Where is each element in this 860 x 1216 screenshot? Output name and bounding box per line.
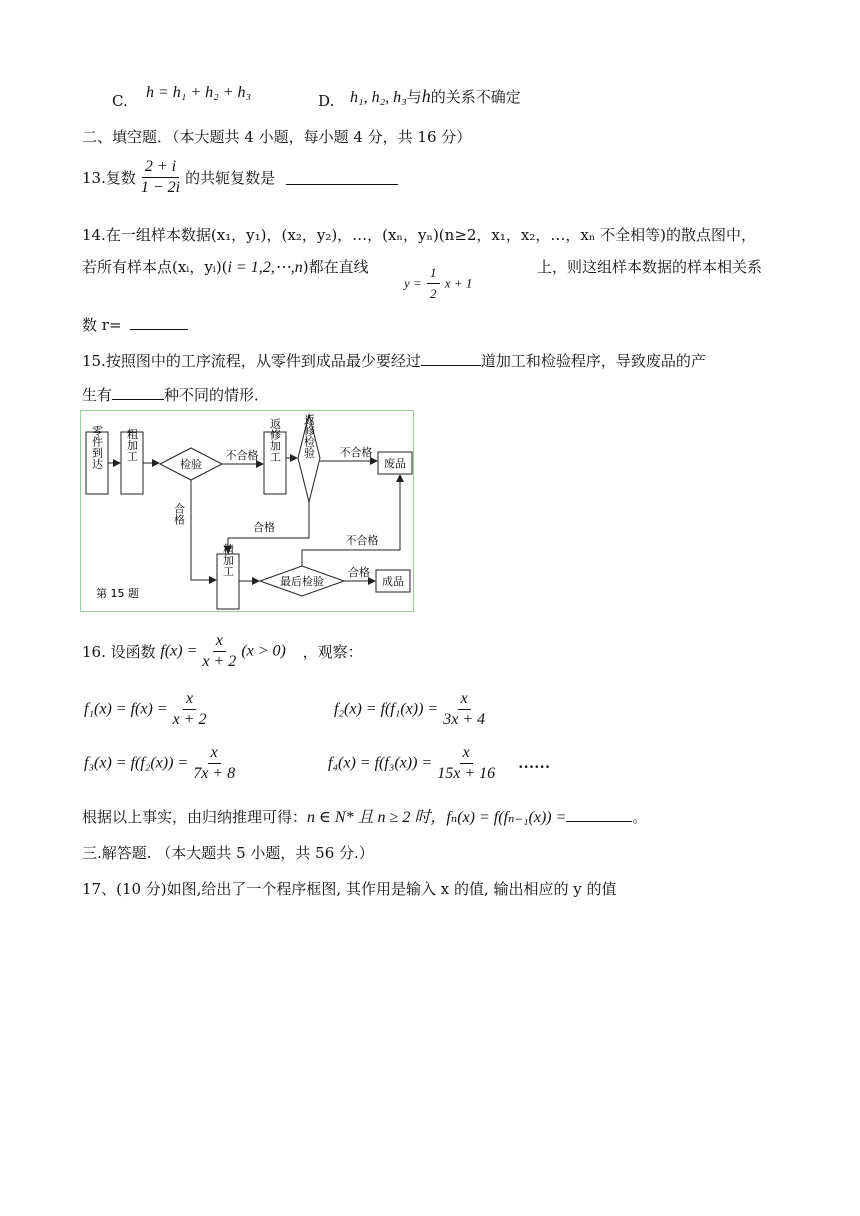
q16-answer-blank [566,807,632,822]
choice-c-formula: h = h₁ + h₂ + h₃ [146,84,252,101]
q13-fraction: $\frac{2 + i}{1 - 2i}$ [140,158,181,196]
label-fail-1: 不合格 [225,449,259,462]
section-3-title: 三.解答题. （本大题共 5 小题，共 56 分.） [82,844,374,862]
choice-c-label: C. [112,92,128,110]
label-final-check: 最后检验 [280,575,324,588]
q14-answer-blank [130,315,188,330]
section-2-title: 二、填空题．（本大题共 4 小题，每小题 4 分，共 16 分） [82,128,472,146]
label-fine: 精加工 [221,543,235,577]
q15-answer-blank-1 [421,351,481,366]
q16-conclusion: 根据以上事实，由归纳推理可得：n ∈ N* 且 n ≥ 2 时，fₙ(x) = f(fₙ₋₁(x)) = 。 [82,808,648,826]
choice-d-label: D. [318,92,335,110]
label-pass-1: 合格 [172,503,186,525]
label-pass-2: 合格 [253,521,275,534]
label-fail-3: 不合格 [345,534,379,547]
q15-answer-blank-2 [112,385,164,400]
label-fail-2: 不合格 [339,446,373,459]
question-14-line-3: 数 r= [82,314,188,335]
question-16: 16. 设函数 f(x) = $\frac{x}{x + 2}$ (x > 0) ，观察： [82,632,363,670]
label-rework: 返修加工 [268,418,282,462]
question-14-line-2-tail: 上，则这组样本数据的样本相关系 [537,258,763,276]
q16-f4: f₄(x) = f(f₃(x)) = $\frac{x}{15x + 16}$ …… [328,744,551,782]
question-14-line-2: 若所有样本点(xᵢ，yᵢ)(i = 1,2,⋯,n)都在直线 [82,258,369,276]
label-scrap: 废品 [384,457,406,470]
q14-line-equation: y = $\frac{1}{2}$ x + 1 [404,265,473,301]
question-17: 17、(10 分)如图,给出了一个程序框图, 其作用是输入 x 的值, 输出相应的 y 的值 [82,880,617,898]
q16-f3: f₃(x) = f(f₂(x)) = $\frac{x}{7x + 8}$ [84,744,236,782]
label-rough: 粗加工 [125,428,139,462]
q13-answer-blank [286,170,398,185]
label-caption: 第 15 题 [96,587,139,600]
question-15-line-1: 15.按照图中的工序流程，从零件到成品最少要经过 道加工和检验程序，导致废品的产 [82,352,706,370]
question-13: 13.复数 $\frac{2 + i}{1 - 2i}$ 的共轭复数是 [82,158,398,197]
label-inspect: 检验 [180,458,202,471]
label-product: 成品 [382,575,404,588]
question-14-line-1: 14.在一组样本数据(x₁，y₁)，(x₂，y₂)，…，(xₙ，yₙ)(n≥2，x₁，x₂，…，xₙ 不全相等)的散点图中， [82,226,756,244]
question-15-line-2: 生有 种不同的情形． [82,386,270,404]
choice-d-text: h₁, h₂, h₃与h的关系不确定 [350,86,521,106]
label-rework-check: 返修检验 [302,414,316,458]
q15-flowchart [80,410,414,612]
label-arrive: 零件到达 [90,425,104,469]
label-pass-3: 合格 [348,566,370,579]
q16-f2: f₂(x) = f(f₁(x)) = $\frac{x}{3x + 4}$ [334,690,486,728]
q16-f1: f₁(x) = f(x) = $\frac{x}{x + 2}$ [84,690,207,728]
